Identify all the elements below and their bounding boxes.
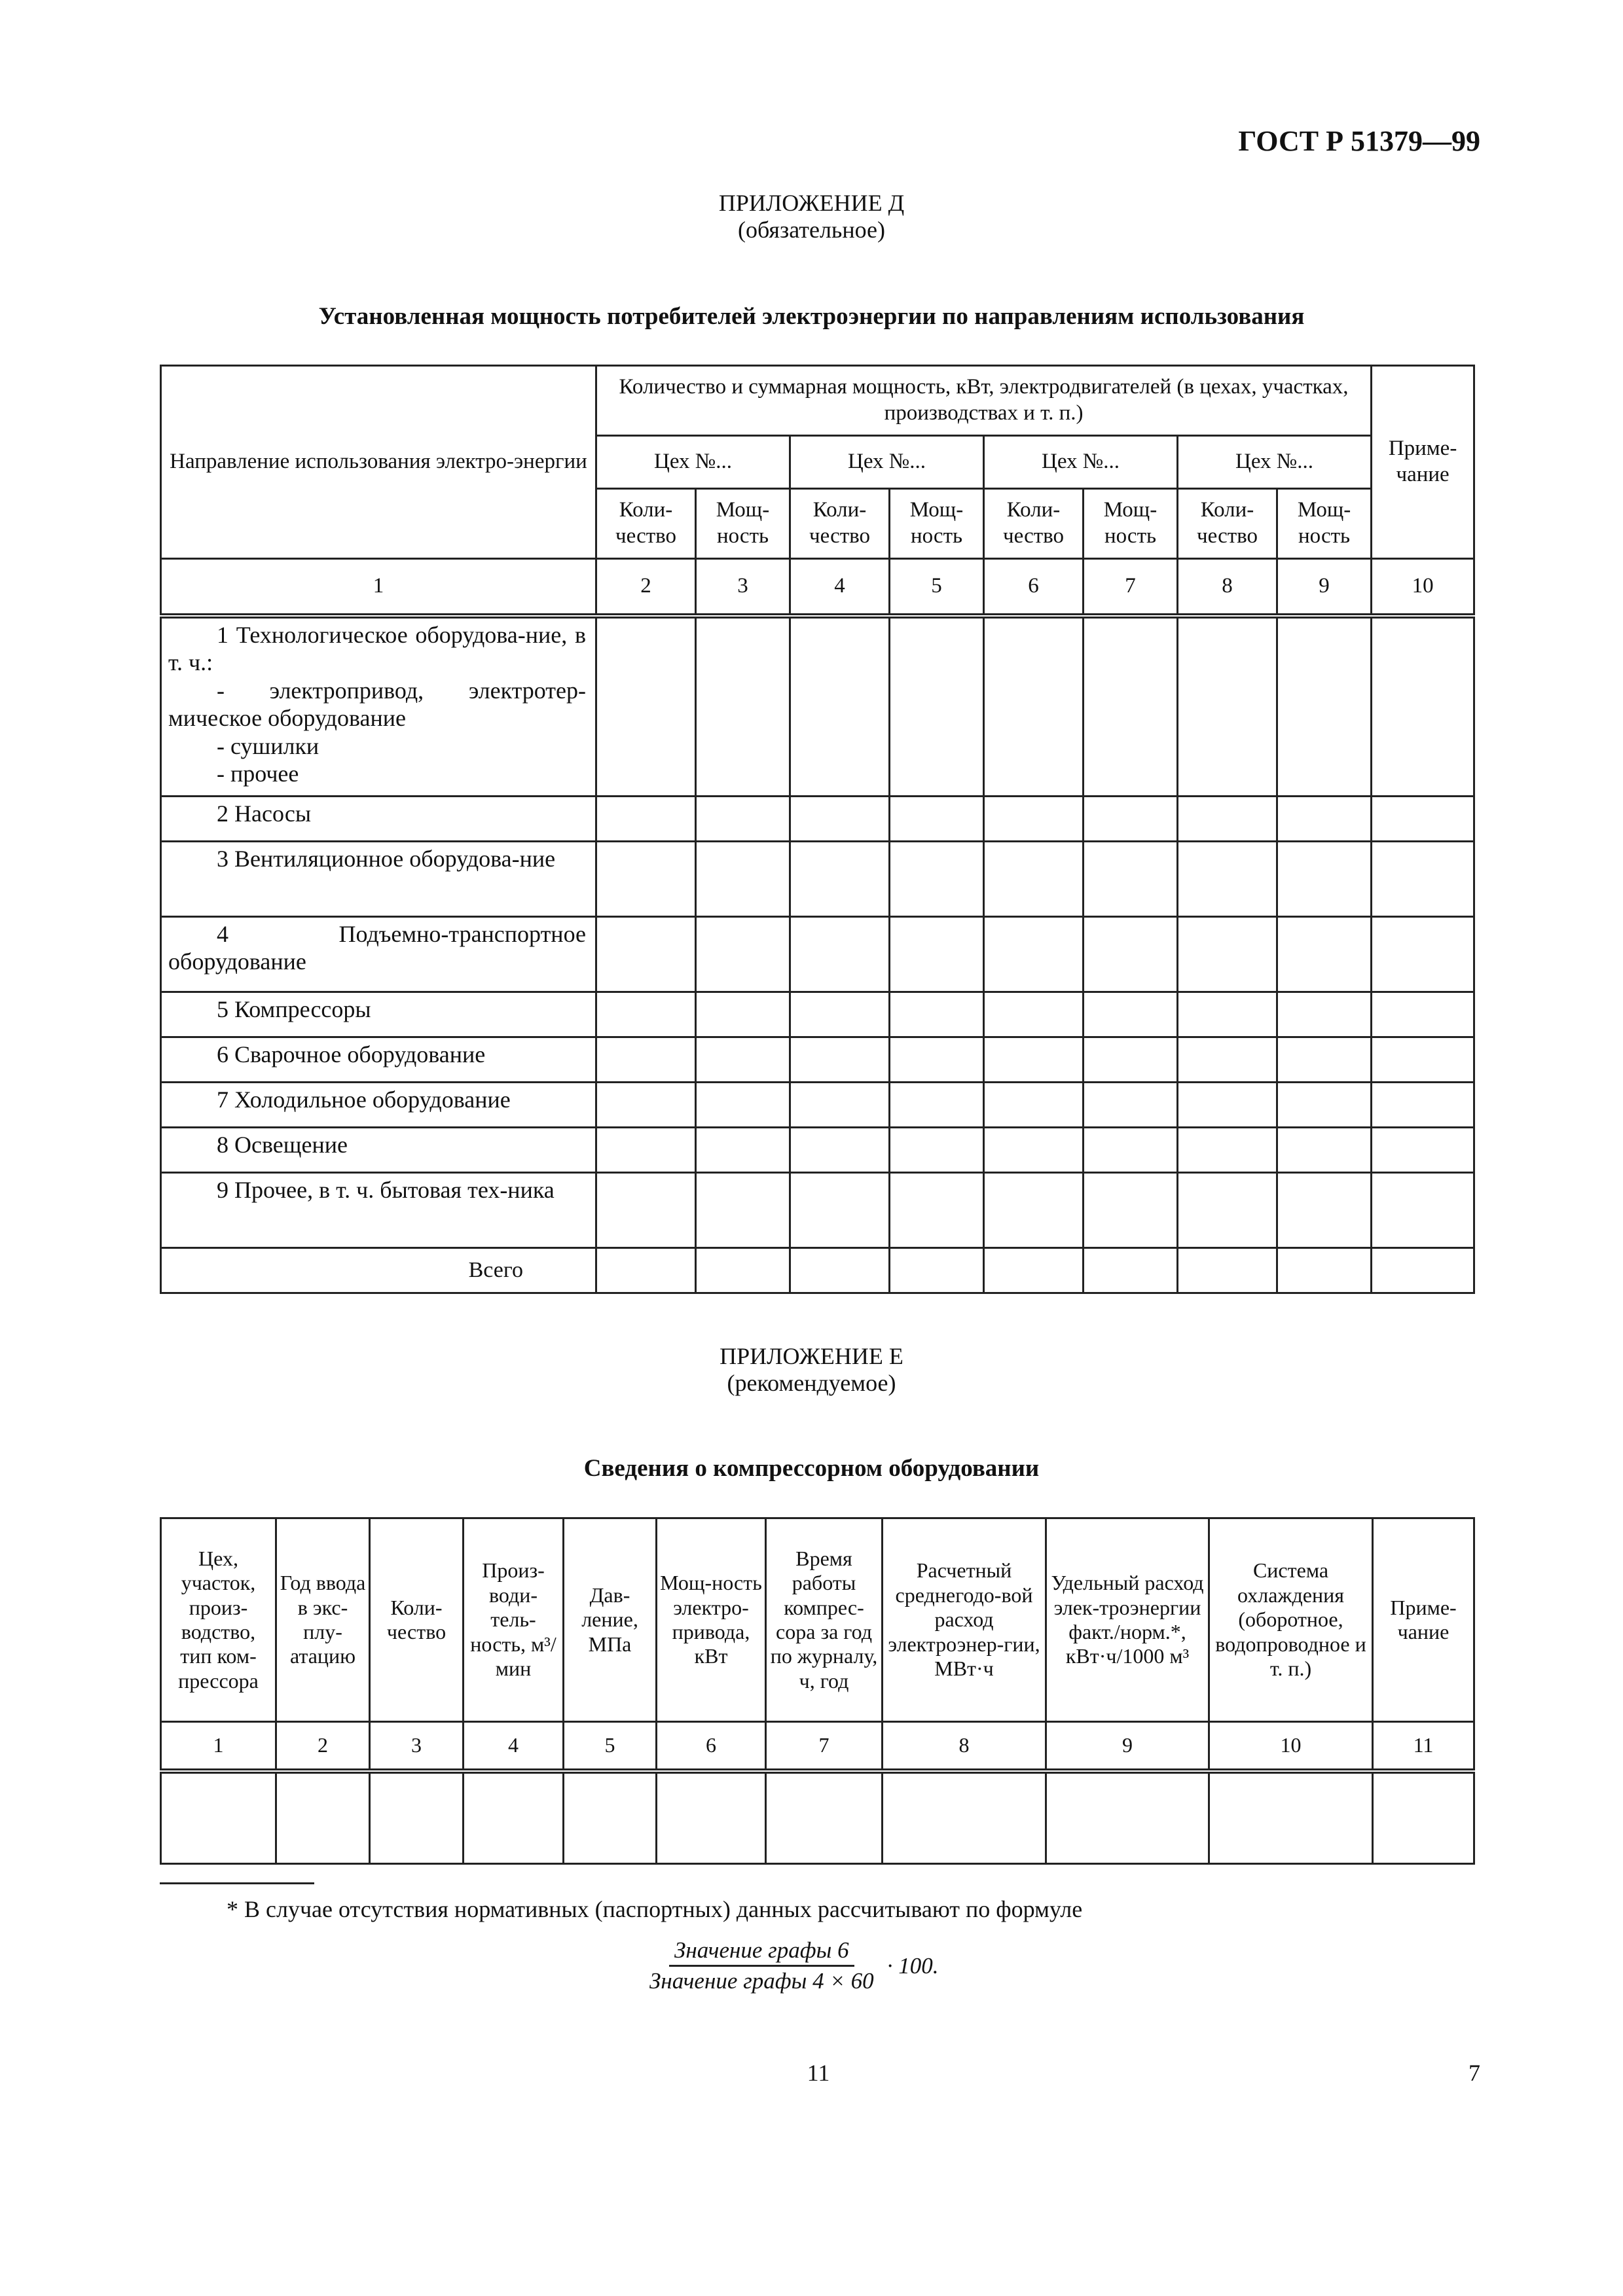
- empty-cell: [1178, 842, 1277, 917]
- standard-designation: ГОСТ Р 51379—99: [1238, 125, 1480, 157]
- empty-cell: [596, 917, 696, 992]
- empty-cell: [1084, 917, 1178, 992]
- power-consumers-table: [160, 365, 1475, 1294]
- column-number: 10: [1372, 559, 1474, 617]
- table-row: [161, 616, 1474, 797]
- direction-cell: [161, 1173, 596, 1248]
- footnote-text: * В случае отсутствия нормативных (паспортных) данных рассчитывают по формуле: [227, 1896, 1083, 1922]
- table-row: [161, 1037, 1474, 1083]
- empty-cell: [1084, 1083, 1178, 1128]
- direction-label: 8 Освещение: [217, 1132, 348, 1158]
- empty-cell: [596, 1083, 696, 1128]
- column-number: 8: [1178, 559, 1277, 617]
- direction-cell: [161, 1083, 596, 1128]
- empty-cell: [657, 1771, 766, 1864]
- empty-cell: [890, 1173, 984, 1248]
- table-row: [161, 1128, 1474, 1173]
- empty-cell: [1277, 1083, 1372, 1128]
- direction-label: 9 Прочее, в т. ч. бытовая тех-ника: [217, 1177, 555, 1203]
- direction-cell: [161, 1037, 596, 1083]
- col-header-group: Количество и суммарная мощность, кВт, электродвигателей (в цехах, участках, производствах и т. п.): [596, 366, 1372, 436]
- column-number: 7: [766, 1722, 883, 1772]
- empty-cell: [790, 797, 890, 842]
- workshop-header: Цех №...: [596, 436, 790, 489]
- direction-cell: [161, 842, 596, 917]
- column-number-row: [161, 559, 1474, 617]
- empty-cell: [1084, 1173, 1178, 1248]
- empty-cell: [890, 842, 984, 917]
- subheader-power: Мощ-ность: [1084, 489, 1178, 559]
- direction-cell: [161, 992, 596, 1037]
- empty-cell: [1277, 992, 1372, 1037]
- direction-subitem: - сушилки: [217, 732, 319, 759]
- empty-cell: [890, 616, 984, 797]
- appendix-e-heading: ПРИЛОЖЕНИЕ Е: [720, 1343, 903, 1369]
- empty-cell: [1178, 917, 1277, 992]
- empty-cell: [1277, 616, 1372, 797]
- compressor-table: [160, 1517, 1475, 1865]
- formula-denominator: Значение графы 4 × 60: [649, 1968, 874, 1994]
- workshop-header: Цех №...: [790, 436, 984, 489]
- empty-cell: [790, 992, 890, 1037]
- empty-cell: [1372, 1037, 1474, 1083]
- empty-cell: [1277, 917, 1372, 992]
- empty-cell: [1372, 797, 1474, 842]
- direction-label: 5 Компрессоры: [217, 996, 371, 1022]
- appendix-d-header: [0, 190, 1623, 244]
- column-number: 6: [984, 559, 1084, 617]
- empty-cell: [1178, 1173, 1277, 1248]
- direction-cell: [161, 917, 596, 992]
- empty-cell: [1277, 1248, 1372, 1293]
- column-number-row: [161, 1722, 1474, 1772]
- table-row: [161, 842, 1474, 917]
- column-number: 3: [370, 1722, 464, 1772]
- empty-cell: [596, 842, 696, 917]
- empty-cell: [276, 1771, 370, 1864]
- direction-label: 6 Сварочное оборудование: [217, 1041, 486, 1067]
- empty-cell: [790, 917, 890, 992]
- page-number-right: 7: [1468, 2060, 1480, 2086]
- empty-cell: [1178, 992, 1277, 1037]
- column-number: 6: [657, 1722, 766, 1772]
- empty-cell: [1277, 1128, 1372, 1173]
- empty-cell: [596, 1248, 696, 1293]
- empty-cell: [161, 1771, 276, 1864]
- appendix-d-heading: ПРИЛОЖЕНИЕ Д: [718, 190, 905, 216]
- workshop-header: Цех №...: [1178, 436, 1372, 489]
- empty-cell: [1084, 1248, 1178, 1293]
- total-label: Всего: [161, 1248, 596, 1293]
- empty-cell: [1178, 1083, 1277, 1128]
- empty-cell: [1209, 1771, 1373, 1864]
- empty-cell: [1178, 616, 1277, 797]
- empty-cell: [790, 1248, 890, 1293]
- column-number: 1: [161, 559, 596, 617]
- empty-cell: [1277, 842, 1372, 917]
- table-row: [161, 1083, 1474, 1128]
- empty-cell: [1372, 992, 1474, 1037]
- empty-cell: [1084, 842, 1178, 917]
- data-row: [161, 1771, 1474, 1864]
- empty-cell: [696, 1128, 790, 1173]
- empty-cell: [1178, 797, 1277, 842]
- empty-cell: [564, 1771, 657, 1864]
- subheader-count: Коли-чество: [984, 489, 1084, 559]
- column-number: 7: [1084, 559, 1178, 617]
- col-header: Год ввода в экс-плу-атацию: [276, 1518, 370, 1722]
- empty-cell: [370, 1771, 464, 1864]
- col-header: Дав-ление, МПа: [564, 1518, 657, 1722]
- empty-cell: [984, 992, 1084, 1037]
- appendix-e-header: [0, 1343, 1623, 1397]
- subheader-power: Мощ-ность: [1277, 489, 1372, 559]
- empty-cell: [890, 1128, 984, 1173]
- empty-cell: [890, 1083, 984, 1128]
- empty-cell: [696, 1248, 790, 1293]
- empty-cell: [1277, 1173, 1372, 1248]
- col-header-direction: Направление использования электро-энергии: [161, 366, 596, 559]
- empty-cell: [1084, 1037, 1178, 1083]
- empty-cell: [883, 1771, 1046, 1864]
- empty-cell: [984, 1037, 1084, 1083]
- direction-subitem: - электропривод, электротер-мическое оборудование: [168, 677, 586, 732]
- col-header: Расчетный среднегодо-вой расход электроэнер-гии, МВт·ч: [883, 1518, 1046, 1722]
- column-number: 5: [564, 1722, 657, 1772]
- empty-cell: [696, 797, 790, 842]
- column-number: 5: [890, 559, 984, 617]
- direction-label: 2 Насосы: [217, 800, 312, 827]
- appendix-e-status: (рекомендуемое): [727, 1370, 896, 1397]
- table-row: [161, 917, 1474, 992]
- empty-cell: [890, 917, 984, 992]
- empty-cell: [890, 992, 984, 1037]
- table-row: [161, 797, 1474, 842]
- empty-cell: [790, 842, 890, 917]
- column-number: 3: [696, 559, 790, 617]
- col-header: Система охлаждения (оборотное, водопроводное и т. п.): [1209, 1518, 1373, 1722]
- workshop-header: Цех №...: [984, 436, 1178, 489]
- empty-cell: [984, 616, 1084, 797]
- empty-cell: [984, 842, 1084, 917]
- col-header: Приме-чание: [1373, 1518, 1474, 1722]
- empty-cell: [1084, 992, 1178, 1037]
- column-number: 2: [276, 1722, 370, 1772]
- empty-cell: [1084, 616, 1178, 797]
- column-number: 4: [790, 559, 890, 617]
- empty-cell: [1084, 797, 1178, 842]
- empty-cell: [984, 1173, 1084, 1248]
- empty-cell: [1277, 797, 1372, 842]
- appendix-d-status: (обязательное): [738, 217, 885, 243]
- empty-cell: [1046, 1771, 1209, 1864]
- column-number: 8: [883, 1722, 1046, 1772]
- formula-multiplier: · 100.: [886, 1952, 939, 1979]
- empty-cell: [464, 1771, 564, 1864]
- column-number: 10: [1209, 1722, 1373, 1772]
- empty-cell: [790, 1037, 890, 1083]
- column-number: 9: [1046, 1722, 1209, 1772]
- col-header: Коли-чество: [370, 1518, 464, 1722]
- direction-label: 7 Холодильное оборудование: [217, 1086, 511, 1113]
- empty-cell: [1372, 1248, 1474, 1293]
- empty-cell: [596, 616, 696, 797]
- empty-cell: [696, 616, 790, 797]
- direction-cell: [161, 797, 596, 842]
- empty-cell: [1178, 1128, 1277, 1173]
- total-row: [161, 1248, 1474, 1293]
- col-header: Удельный расход элек-троэнергии факт./норм.*, кВт·ч/1000 м³: [1046, 1518, 1209, 1722]
- empty-cell: [1373, 1771, 1474, 1864]
- empty-cell: [984, 1128, 1084, 1173]
- table-row: [161, 992, 1474, 1037]
- direction-cell: [161, 1128, 596, 1173]
- formula-numerator: Значение графы 6: [669, 1937, 854, 1967]
- empty-cell: [890, 797, 984, 842]
- empty-cell: [766, 1771, 883, 1864]
- empty-cell: [1277, 1037, 1372, 1083]
- empty-cell: [1178, 1248, 1277, 1293]
- header-row-1: [161, 366, 1474, 436]
- empty-cell: [1372, 1173, 1474, 1248]
- direction-cell: [161, 616, 596, 797]
- empty-cell: [596, 992, 696, 1037]
- empty-cell: [696, 917, 790, 992]
- empty-cell: [696, 992, 790, 1037]
- subheader-power: Мощ-ность: [696, 489, 790, 559]
- column-number: 1: [161, 1722, 276, 1772]
- empty-cell: [1372, 842, 1474, 917]
- col-header: Произ-води-тель-ность, м³/мин: [464, 1518, 564, 1722]
- empty-cell: [696, 1083, 790, 1128]
- header-row: [161, 1518, 1474, 1722]
- empty-cell: [696, 1037, 790, 1083]
- empty-cell: [984, 1248, 1084, 1293]
- page-number-center: 11: [807, 2060, 830, 2086]
- appendix-e-title: Сведения о компрессорном оборудовании: [583, 1455, 1040, 1482]
- empty-cell: [1372, 1083, 1474, 1128]
- empty-cell: [790, 616, 890, 797]
- subheader-count: Коли-чество: [596, 489, 696, 559]
- col-header-note: Приме-чание: [1372, 366, 1474, 559]
- subheader-count: Коли-чество: [790, 489, 890, 559]
- col-header: Цех, участок, произ-водство, тип ком-прессора: [161, 1518, 276, 1722]
- direction-label: 4 Подъемно-транспортное оборудование: [168, 921, 586, 975]
- column-number: 11: [1373, 1722, 1474, 1772]
- appendix-d-title: Установленная мощность потребителей электроэнергии по направлениям использования: [318, 303, 1305, 330]
- empty-cell: [596, 797, 696, 842]
- column-number: 4: [464, 1722, 564, 1772]
- empty-cell: [1372, 616, 1474, 797]
- empty-cell: [984, 797, 1084, 842]
- empty-cell: [596, 1128, 696, 1173]
- empty-cell: [790, 1128, 890, 1173]
- formula-fraction: [644, 1937, 879, 1994]
- col-header: Мощ-ность электро-привода, кВт: [657, 1518, 766, 1722]
- subheader-count: Коли-чество: [1178, 489, 1277, 559]
- column-number: 9: [1277, 559, 1372, 617]
- table-row: [161, 1173, 1474, 1248]
- empty-cell: [1178, 1037, 1277, 1083]
- col-header: Время работы компрес-сора за год по журналу, ч, год: [766, 1518, 883, 1722]
- empty-cell: [696, 842, 790, 917]
- empty-cell: [1084, 1128, 1178, 1173]
- empty-cell: [790, 1083, 890, 1128]
- direction-label: 1 Технологическое оборудова-ние, в т. ч.:: [168, 622, 586, 676]
- footnote-separator: [160, 1882, 314, 1884]
- formula: [644, 1937, 938, 1994]
- empty-cell: [890, 1248, 984, 1293]
- column-number: 2: [596, 559, 696, 617]
- empty-cell: [596, 1037, 696, 1083]
- empty-cell: [984, 1083, 1084, 1128]
- empty-cell: [1372, 917, 1474, 992]
- empty-cell: [1372, 1128, 1474, 1173]
- direction-subitem: - прочее: [217, 761, 299, 787]
- empty-cell: [890, 1037, 984, 1083]
- empty-cell: [790, 1173, 890, 1248]
- empty-cell: [984, 917, 1084, 992]
- empty-cell: [596, 1173, 696, 1248]
- empty-cell: [696, 1173, 790, 1248]
- subheader-power: Мощ-ность: [890, 489, 984, 559]
- direction-label: 3 Вентиляционное оборудова-ние: [217, 846, 556, 872]
